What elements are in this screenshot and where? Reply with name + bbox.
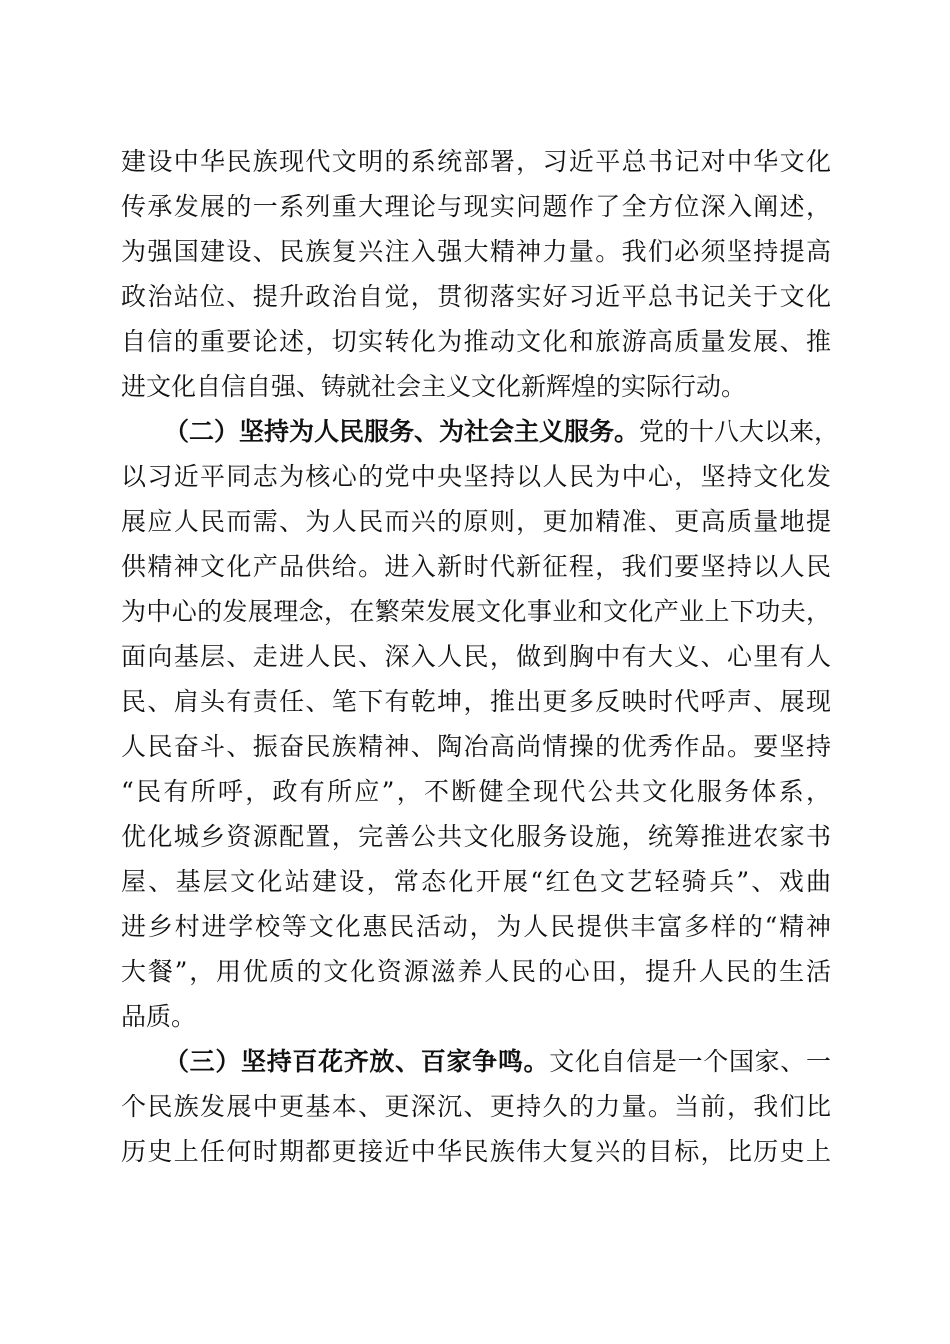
body-text-line: 品质。	[121, 1002, 197, 1031]
body-text-line: 个民族发展中更基本、更深沉、更持久的力量。当前，我们比	[121, 1092, 831, 1121]
body-text-line: 为中心的发展理念，在繁荣发展文化事业和文化产业上下功夫，	[121, 597, 831, 626]
body-text-line: 供精神文化产品供给。进入新时代新征程，我们要坚持以人民	[121, 552, 831, 581]
body-text-line: 传承发展的一系列重大理论与现实问题作了全方位深入阐述，	[121, 192, 831, 221]
body-text-line: 民、肩头有责任、笔下有乾坤，推出更多反映时代呼声、展现	[121, 687, 831, 716]
body-text-line: 历史上任何时期都更接近中华民族伟大复兴的目标，比历史上	[121, 1137, 831, 1166]
body-text-line: 屋、基层文化站建设，常态化开展“红色文艺轻骑兵”、戏曲	[121, 867, 831, 896]
section-2-first-line	[164, 412, 840, 452]
section-3-first-line	[164, 1042, 831, 1082]
body-text-line: 为强国建设、民族复兴注入强大精神力量。我们必须坚持提高	[121, 237, 831, 266]
body-text-line: 进乡村进学校等文化惠民活动，为人民提供丰富多样的“精神	[121, 912, 831, 941]
body-text-line: 人民奋斗、振奋民族精神、陶冶高尚情操的优秀作品。要坚持	[121, 732, 831, 761]
body-text-line: 进文化自信自强、铸就社会主义文化新辉煌的实际行动。	[121, 372, 747, 401]
body-text-line: 优化城乡资源配置，完善公共文化服务设施，统筹推进农家书	[121, 822, 831, 851]
body-text-line: 自信的重要论述，切实转化为推动文化和旅游高质量发展、推	[121, 327, 831, 356]
body-text-line: 面向基层、走进人民、深入人民，做到胸中有大义、心里有人	[121, 642, 831, 671]
body-text-line: 政治站位、提升政治自觉，贯彻落实好习近平总书记关于文化	[121, 282, 831, 311]
section-3-first-line-text: 文化自信是一个国家、一	[549, 1047, 831, 1076]
body-text-line: 大餐”，用优质的文化资源滋养人民的心田，提升人民的生活	[121, 957, 831, 986]
body-text-line: “民有所呼，政有所应”，不断健全现代公共文化服务体系，	[121, 777, 831, 806]
body-text-line: 建设中华民族现代文明的系统部署，习近平总书记对中华文化	[121, 147, 831, 176]
section-2-first-line-text: 党的十八大以来，	[639, 417, 840, 446]
body-text-line: 以习近平同志为核心的党中央坚持以人民为中心，坚持文化发	[121, 462, 831, 491]
section-3-heading: （三）坚持百花齐放、百家争鸣。	[164, 1047, 550, 1076]
body-text-line: 展应人民而需、为人民而兴的原则，更加精准、更高质量地提	[121, 507, 831, 536]
section-2-heading: （二）坚持为人民服务、为社会主义服务。	[164, 417, 640, 446]
